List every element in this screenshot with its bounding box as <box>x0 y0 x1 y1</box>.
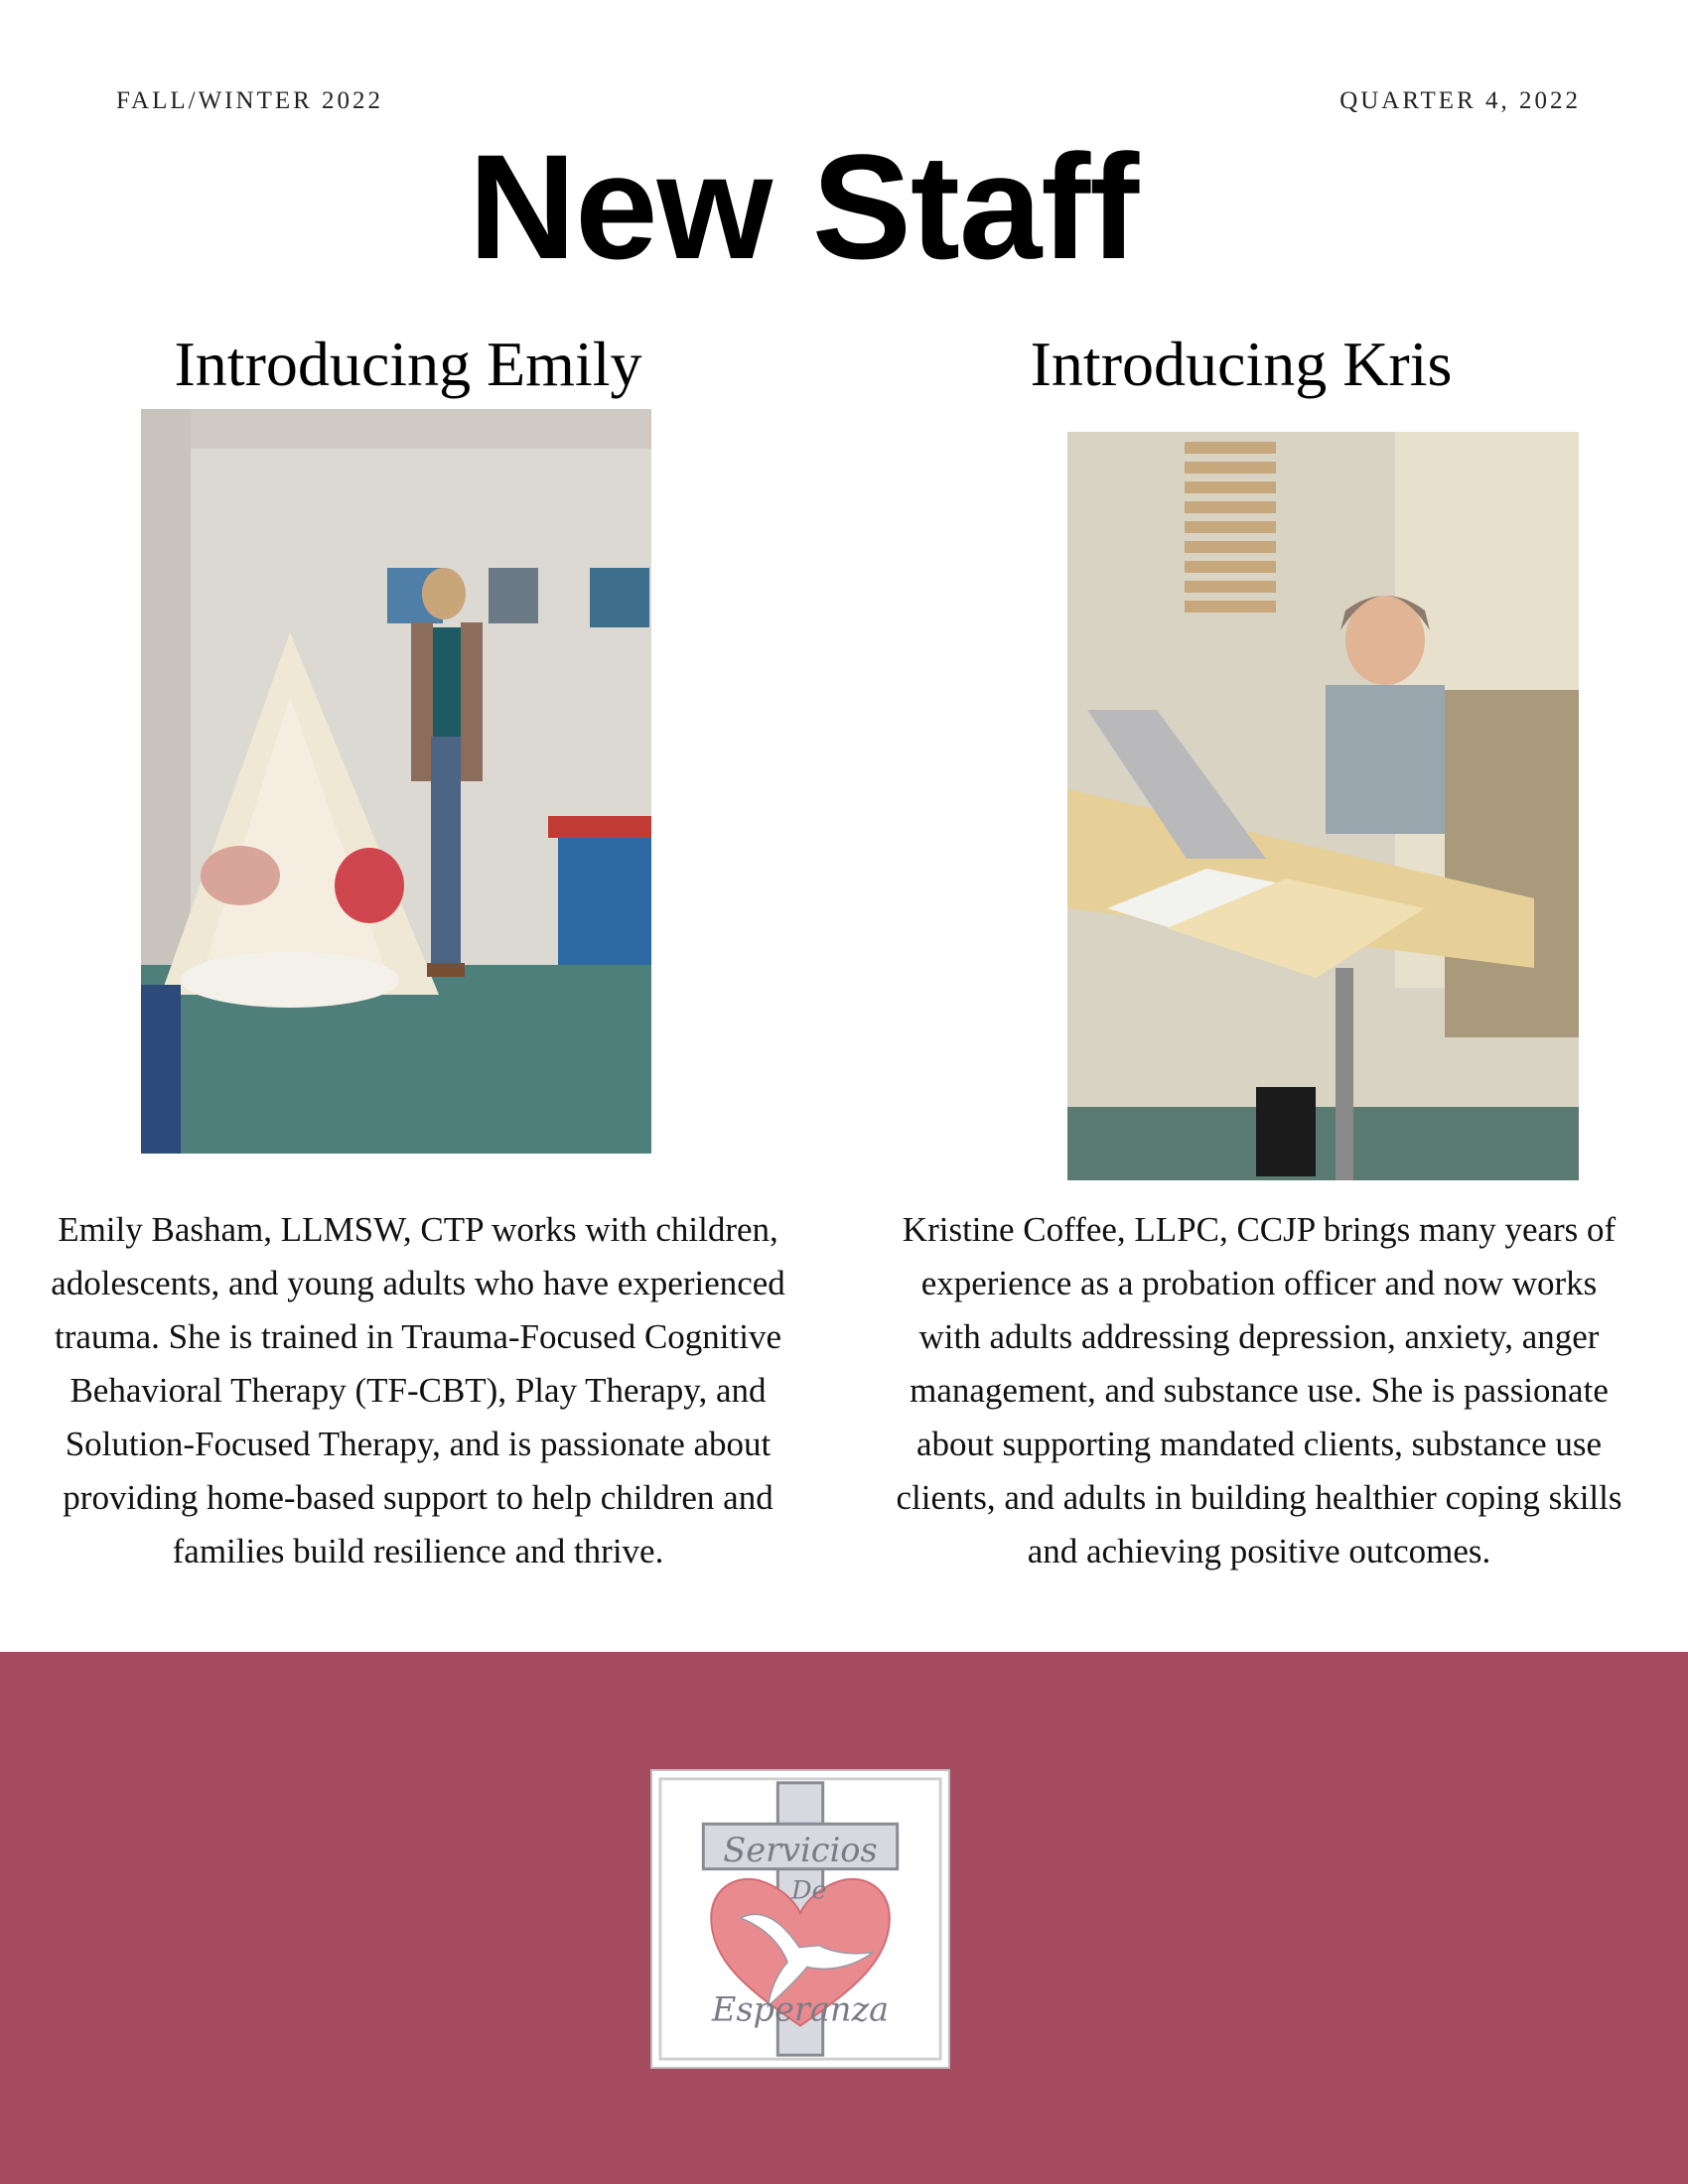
kris-bio: Kristine Coffee, LLPC, CCJP brings many years of experience as a probation officer and now works with adults addressing depression, anxiety, anger management, and substance use. She is passionate about supporting mandated clients, substance use clients, and adults in building healthier coping skills and achieving positive outcomes. <box>896 1210 1622 1570</box>
emily-heading: Introducing Emily <box>174 329 642 399</box>
quarter-label: QUARTER 4, 2022 <box>1339 87 1581 114</box>
emily-photo <box>141 409 651 1154</box>
kris-photo <box>1067 432 1579 1180</box>
logo-line2: De <box>791 1875 827 1906</box>
logo-line3: Esperanza <box>711 1989 890 2029</box>
page-title: New Staff <box>468 123 1139 290</box>
emily-bio: Emily Basham, LLMSW, CTP works with children, adolescents, and young adults who have experienced trauma. She is trained in Trauma-Focused Cognitive Behavioral Therapy (TF-CBT), Play Therapy, and Solution-Focused Therapy, and is passionate about providing home-based support to help children and families build resilience and thrive. <box>51 1210 785 1570</box>
logo-line1: Servicios <box>723 1830 878 1869</box>
servicios-de-esperanza-logo <box>650 1769 950 2069</box>
kris-heading: Introducing Kris <box>1030 329 1453 399</box>
season-label: FALL/WINTER 2022 <box>116 87 384 114</box>
